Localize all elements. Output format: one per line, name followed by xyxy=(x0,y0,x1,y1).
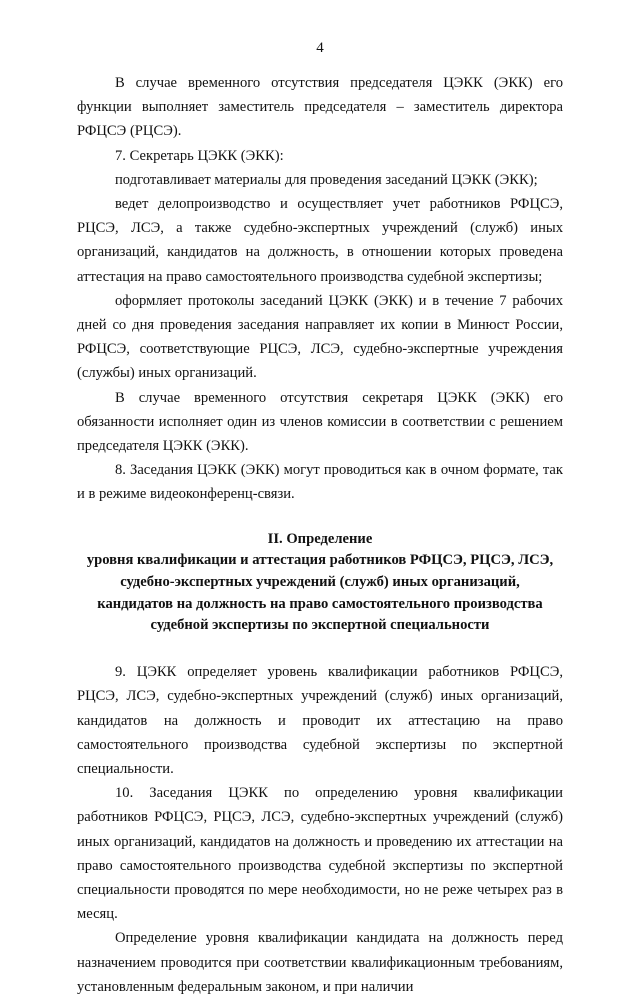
section-heading-line: кандидатов на должность на право самостоятельного производства xyxy=(97,595,543,612)
section-heading-line: уровня квалификации и аттестация работников РФЦСЭ, РЦСЭ, ЛСЭ, xyxy=(86,552,554,569)
paragraph-item-9: 9. ЦЭКК определяет уровень квалификации работников РФЦСЭ, РЦСЭ, ЛСЭ, судебно-экспертных учреждений (служб) иных организаций, кандидатов на должность и проводит их аттестацию на право самостоятельного производства судебной экспертизы по экспертной специальности. xyxy=(77,664,563,777)
section-heading-line: судебной экспертизы по экспертной специальности xyxy=(150,617,490,634)
paragraph-secretary-protocols: оформляет протоколы заседаний ЦЭКК (ЭКК) и в течение 7 рабочих дней со дня проведения заседания направляет их копии в Минюст России, РФЦСЭ, соответствующие РЦСЭ, ЛСЭ, судебно-экспертные учреждения (службы) иных организаций. xyxy=(77,292,563,382)
paragraph-item-10: 10. Заседания ЦЭКК по определению уровня квалификации работников РФЦСЭ, РЦСЭ, ЛСЭ, судебно-экспертных учреждений (служб) иных организаций, кандидатов на должность и проведению их аттестации на право самостоятельного производства судебной экспертизы по экспертной специальности проводятся по мере необходимости, но не реже четырех раз в месяц. xyxy=(77,785,563,923)
section-heading-line: судебно-экспертных учреждений (служб) иных организаций, xyxy=(120,574,520,591)
paragraph-deputy-chair: В случае временного отсутствия председателя ЦЭКК (ЭКК) его функции выполняет заместитель председателя – заместитель директора РФЦСЭ (РЦСЭ). xyxy=(77,75,563,140)
document-body xyxy=(77,71,563,999)
paragraph-candidate-qualification: Определение уровня квалификации кандидата на должность перед назначением проводится при соответствии квалификационным требованиям, установленным федеральным законом, и при наличии xyxy=(77,930,563,995)
section-heading xyxy=(77,529,563,638)
paragraph-secretary-records: ведет делопроизводство и осуществляет учет работников РФЦСЭ, РЦСЭ, ЛСЭ, а также судебно-экспертных учреждений (служб) иных организаций, кандидатов на должность, в отношении которых проведена аттестация на право самостоятельного производства судебной экспертизы; xyxy=(77,196,563,285)
section-heading-line: II. Определение xyxy=(267,530,373,547)
paragraph-secretary-prepares: подготавливает материалы для проведения заседаний ЦЭКК (ЭКК); xyxy=(115,171,538,188)
paragraph-meetings-format: 8. Заседания ЦЭКК (ЭКК) могут проводиться как в очном формате, так и в режиме видеоконференц-связи. xyxy=(77,462,563,503)
page-number: 4 xyxy=(316,40,324,56)
paragraph-secretary-title: 7. Секретарь ЦЭКК (ЭКК): xyxy=(115,147,284,164)
paragraph-secretary-absence: В случае временного отсутствия секретаря ЦЭКК (ЭКК) его обязанности исполняет один из членов комиссии в соответствии с решением председателя ЦЭКК (ЭКК). xyxy=(77,389,563,455)
